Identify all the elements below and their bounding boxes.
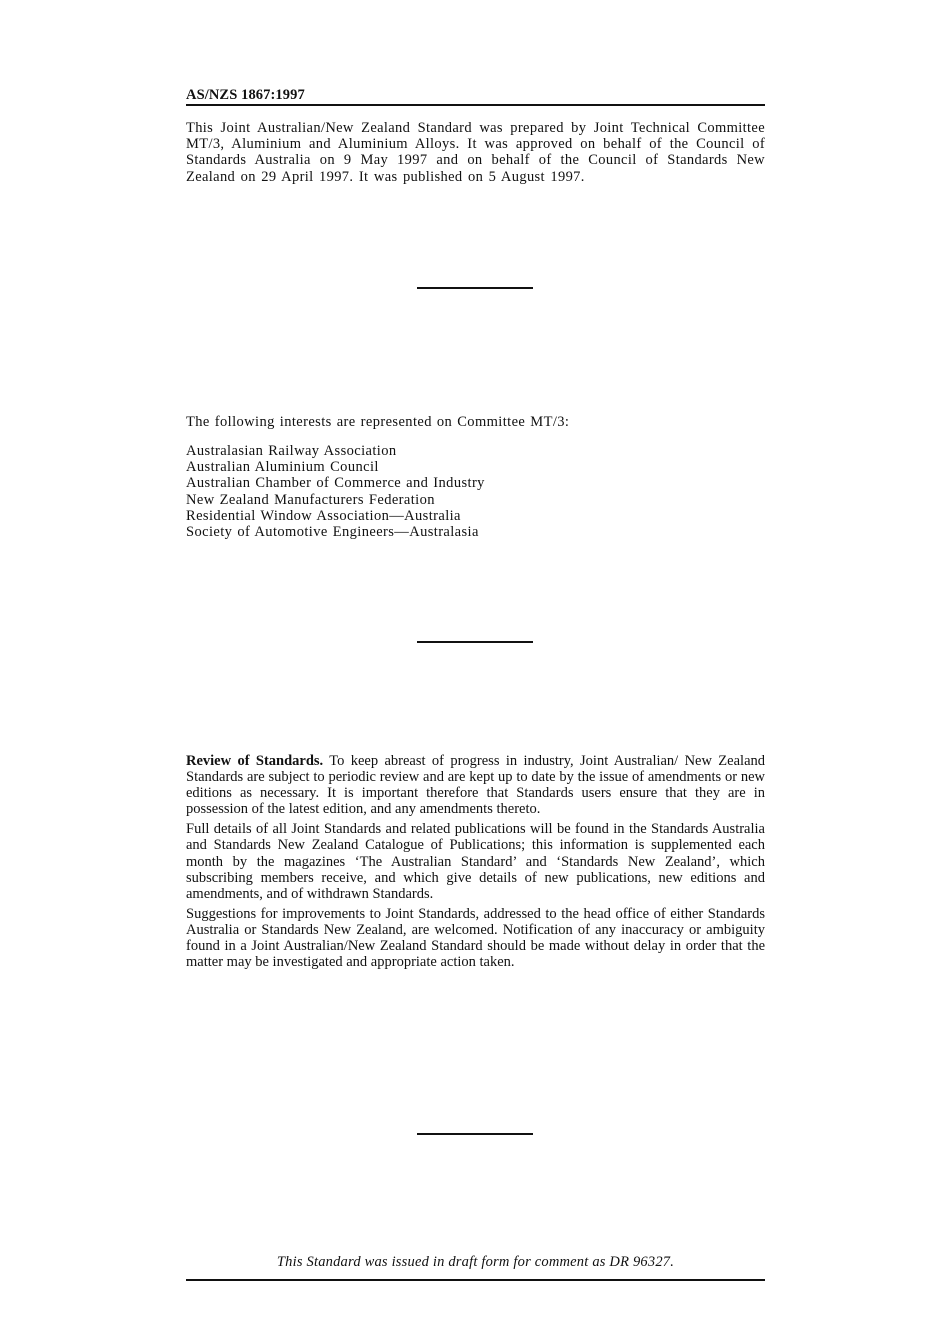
catalogue-paragraph: Full details of all Joint Standards and related publications will be found in the Standards Australia and Standards New Zealand Catalogue of Publications; this information is supplemented each month by the magazines ‘The Australian Standard’ and ‘Standards New Zealand’, which subscribing members receive, and which give details of new publications, new editions and amendments, and of withdrawn Standards. <box>186 821 765 902</box>
list-item: Society of Automotive Engineers—Australasia <box>186 524 479 541</box>
list-item: Australian Chamber of Commerce and Industry <box>186 475 485 492</box>
section-divider <box>417 287 533 289</box>
section-divider <box>417 1133 533 1135</box>
section-divider <box>417 641 533 643</box>
draft-note: This Standard was issued in draft form for comment as DR 96327. <box>276 1254 675 1270</box>
list-item: New Zealand Manufacturers Federation <box>186 491 435 508</box>
review-heading: Review of Standards. <box>186 753 324 769</box>
list-item: Residential Window Association—Australia <box>186 507 461 524</box>
review-section <box>186 753 765 974</box>
review-text: To keep abreast of progress in industry, Joint Australian/ New Zealand Standards are subject to periodic review and are kept up to date by the issue of amendments or new editions as necessary. It is important therefore that Standards users ensure that they are in possession of the latest edition, and any amendments thereto. <box>186 753 766 818</box>
footer-rule <box>186 1279 765 1281</box>
list-item: Australian Aluminium Council <box>186 459 379 476</box>
preparation-paragraph: This Joint Australian/New Zealand Standard was prepared by Joint Technical Committee MT/3, Aluminium and Aluminium Alloys. It was approved on behalf of the Council of Standards Australia on 9 May 1997 and on behalf of the Council of Standards New Zealand on 29 April 1997. It was published on 5 August 1997. <box>186 120 765 185</box>
document-page <box>186 0 765 1343</box>
committee-intro: The following interests are represented on Committee MT/3: <box>186 414 570 430</box>
header-rule <box>186 104 765 106</box>
standard-code: AS/NZS 1867:1997 <box>186 87 305 103</box>
list-item: Australasian Railway Association <box>186 443 397 459</box>
committee-member-list <box>186 443 485 540</box>
review-paragraph <box>186 753 765 817</box>
suggestions-paragraph: Suggestions for improvements to Joint Standards, addressed to the head office of either Standards Australia or Standards New Zealand, are welcomed. Notification of any inaccuracy or ambiguity found in a Joint Australian/New Zealand Standard should be made without delay in order that the matter may be investigated and appropriate action taken. <box>186 905 765 971</box>
